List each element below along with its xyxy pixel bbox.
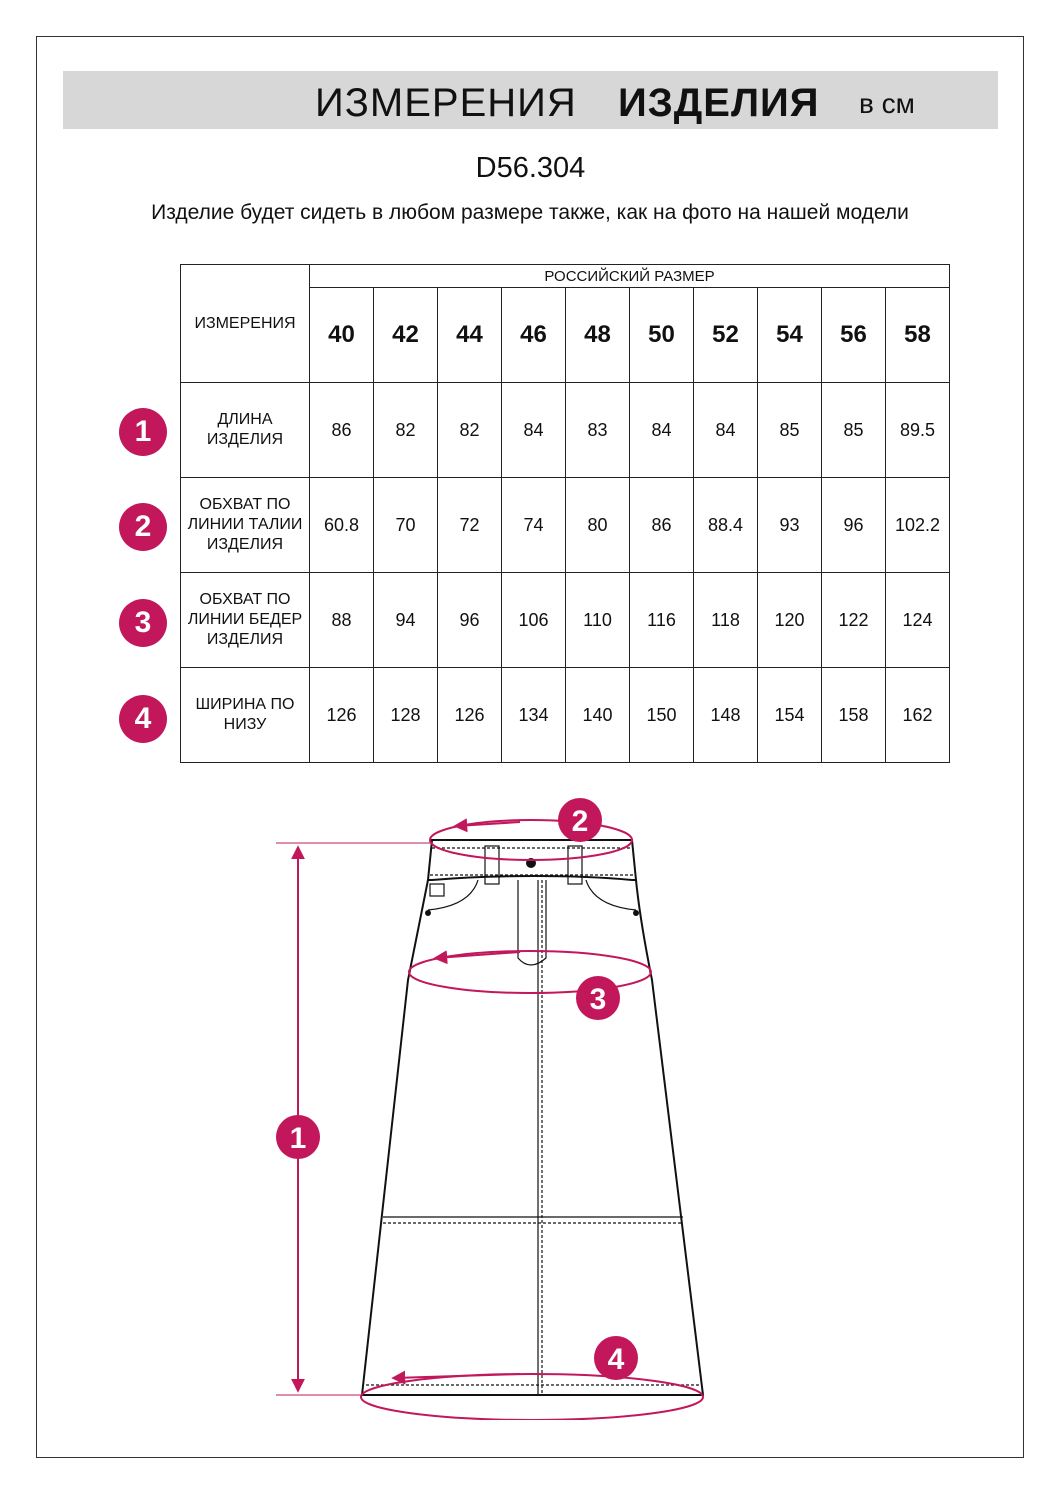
title-unit: в см <box>859 88 915 119</box>
rivet-icon <box>633 910 639 916</box>
skirt-outline <box>362 840 703 1395</box>
size-header: 42 <box>374 288 438 383</box>
table-cell: 122 <box>822 573 886 668</box>
size-table <box>180 264 950 763</box>
diagram-marker-length <box>276 1115 320 1159</box>
table-cell: 86 <box>630 478 694 573</box>
row-label: ШИРИНА ПО НИЗУ <box>181 668 310 763</box>
table-cell: 110 <box>566 573 630 668</box>
table-cell: 70 <box>374 478 438 573</box>
table-row-length <box>181 383 950 478</box>
title-bold: ИЗДЕЛИЯ <box>618 81 820 125</box>
table-cell: 88.4 <box>694 478 758 573</box>
svg-text:4: 4 <box>607 1343 625 1376</box>
size-header: 44 <box>438 288 502 383</box>
table-cell: 126 <box>310 668 374 763</box>
table-row-waist <box>181 478 950 573</box>
skirt-diagram <box>0 780 1061 1420</box>
table-cell: 93 <box>758 478 822 573</box>
rivet-icon <box>425 910 431 916</box>
table-cell: 60.8 <box>310 478 374 573</box>
row-label: ОБХВАТ ПО ЛИНИИ ТАЛИИ ИЗДЕЛИЯ <box>181 478 310 573</box>
table-cell: 116 <box>630 573 694 668</box>
row-marker-badge: 4 <box>119 695 167 743</box>
size-header: 56 <box>822 288 886 383</box>
measurements-header: ИЗМЕРЕНИЯ <box>181 265 310 383</box>
size-header: 48 <box>566 288 630 383</box>
table-cell: 134 <box>502 668 566 763</box>
title-regular: ИЗМЕРЕНИЯ <box>315 81 577 125</box>
table-cell: 118 <box>694 573 758 668</box>
table-cell: 85 <box>822 383 886 478</box>
size-header: 52 <box>694 288 758 383</box>
table-row-hips <box>181 573 950 668</box>
size-header: 58 <box>886 288 950 383</box>
table-cell: 148 <box>694 668 758 763</box>
table-cell: 89.5 <box>886 383 950 478</box>
table-cell: 84 <box>694 383 758 478</box>
table-cell: 158 <box>822 668 886 763</box>
table-row-hem <box>181 668 950 763</box>
table-cell: 126 <box>438 668 502 763</box>
table-cell: 83 <box>566 383 630 478</box>
table-cell: 140 <box>566 668 630 763</box>
size-header: 46 <box>502 288 566 383</box>
row-label: ДЛИНА ИЗДЕЛИЯ <box>181 383 310 478</box>
size-header: 54 <box>758 288 822 383</box>
table-cell: 102.2 <box>886 478 950 573</box>
table-cell: 85 <box>758 383 822 478</box>
table-cell: 94 <box>374 573 438 668</box>
table-cell: 154 <box>758 668 822 763</box>
table-cell: 84 <box>502 383 566 478</box>
diagram-marker-waist <box>558 798 602 842</box>
fit-note: Изделие будет сидеть в любом размере также, как на фото на нашей модели <box>151 201 909 224</box>
table-cell: 86 <box>310 383 374 478</box>
diagram-marker-hips <box>576 976 620 1020</box>
table-cell: 72 <box>438 478 502 573</box>
table-cell: 96 <box>438 573 502 668</box>
table-cell: 80 <box>566 478 630 573</box>
row-marker-badge: 1 <box>119 408 167 456</box>
title-bar <box>63 71 998 129</box>
table-cell: 150 <box>630 668 694 763</box>
table-cell: 74 <box>502 478 566 573</box>
table-cell: 162 <box>886 668 950 763</box>
skirt-details <box>366 846 700 1395</box>
table-cell: 82 <box>374 383 438 478</box>
table-cell: 106 <box>502 573 566 668</box>
table-cell: 120 <box>758 573 822 668</box>
table-cell: 96 <box>822 478 886 573</box>
article-number: D56.304 <box>475 152 586 184</box>
size-header: 50 <box>630 288 694 383</box>
table-cell: 82 <box>438 383 502 478</box>
svg-text:3: 3 <box>589 983 607 1016</box>
table-cell: 88 <box>310 573 374 668</box>
table-cell: 124 <box>886 573 950 668</box>
row-marker-badge: 2 <box>119 503 167 551</box>
svg-text:1: 1 <box>289 1122 307 1155</box>
svg-text:2: 2 <box>571 805 589 838</box>
row-marker-badge: 3 <box>119 599 167 647</box>
row-label: ОБХВАТ ПО ЛИНИИ БЕДЕР ИЗДЕЛИЯ <box>181 573 310 668</box>
size-header: 40 <box>310 288 374 383</box>
table-cell: 84 <box>630 383 694 478</box>
table-cell: 128 <box>374 668 438 763</box>
size-group-header: РОССИЙСКИЙ РАЗМЕР <box>310 265 950 288</box>
diagram-marker-hem <box>594 1336 638 1380</box>
